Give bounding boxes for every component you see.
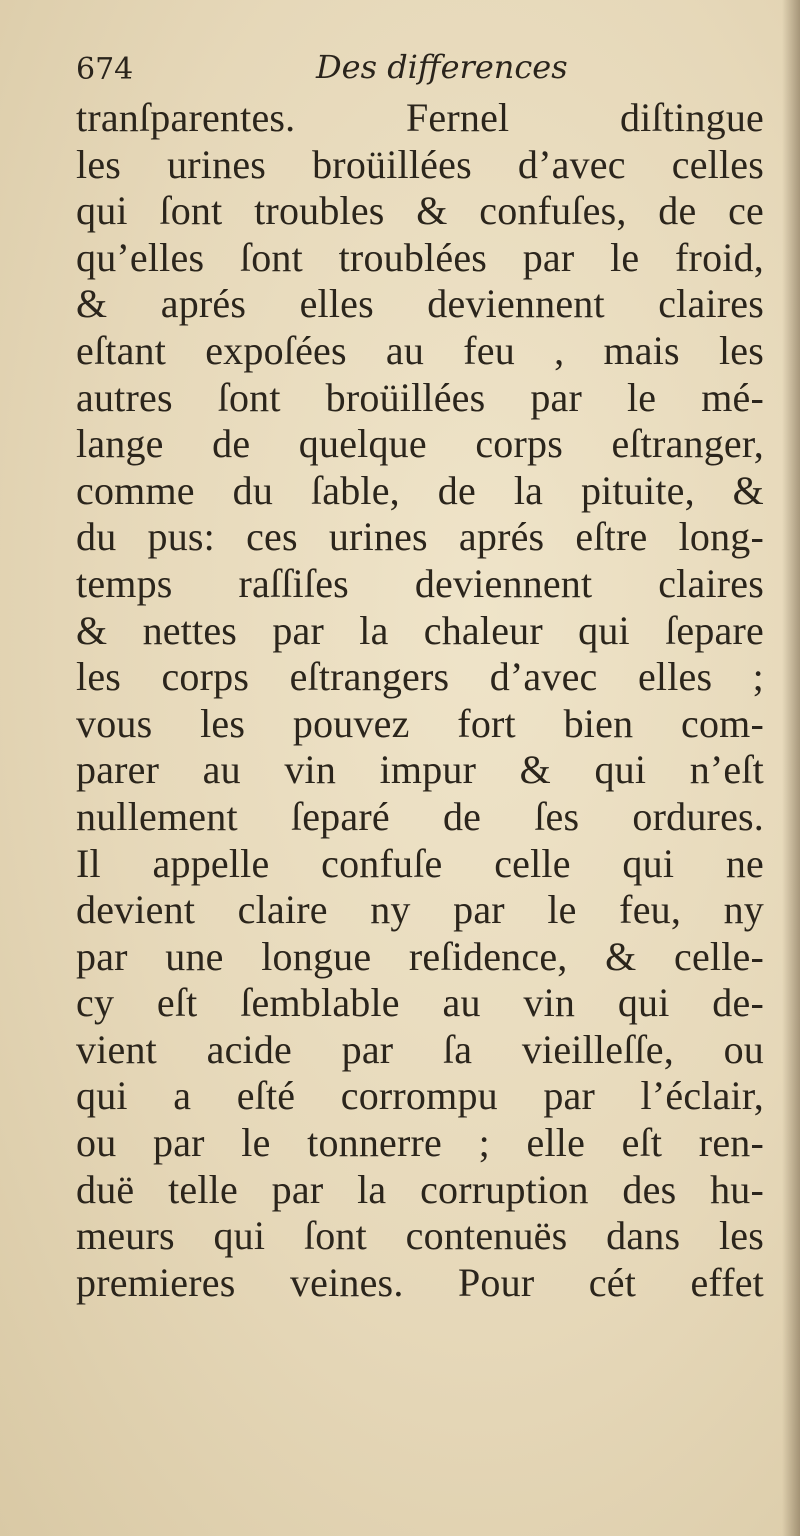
text-line: qu’elles ſont troublées par le froid, [76, 234, 764, 280]
text-line: premieres veines. Pour cét effet [76, 1259, 764, 1305]
text-line: qui a eſté corrompu par l’éclair, [76, 1073, 764, 1119]
text-line: eſtant expoſées au feu , mais les [76, 327, 764, 373]
text-line: les corps eſtrangers d’avec elles ; [76, 654, 764, 700]
text-line: qui ſont troubles & confuſes, de ce [76, 188, 764, 234]
page-header [76, 44, 736, 94]
running-title: Des differences [316, 48, 568, 86]
text-line: lange de quelque corps eſtranger, [76, 421, 764, 467]
text-line: autres ſont broüillées par le mé- [76, 374, 764, 420]
text-line: nullement ſeparé de ſes ordures. [76, 793, 764, 839]
body-text [76, 95, 764, 1306]
text-line: vient acide par ſa vieilleſſe, ou [76, 1026, 764, 1072]
text-line: vous les pouvez fort bien com- [76, 700, 764, 746]
text-line: parer au vin impur & qui n’eſt [76, 747, 764, 793]
text-line: par une longue reſidence, & celle- [76, 933, 764, 979]
text-line: & nettes par la chaleur qui ſepare [76, 607, 764, 653]
text-line: temps raſſiſes deviennent claires [76, 560, 764, 606]
text-line: devient claire ny par le feu, ny [76, 887, 764, 933]
text-line: duë telle par la corruption des hu- [76, 1166, 764, 1212]
text-line: cy eſt ſemblable au vin qui de- [76, 980, 764, 1026]
page-number: 674 [76, 52, 134, 87]
page-edge-shadow [782, 0, 800, 1536]
text-line: ou par le tonnerre ; elle eſt ren- [76, 1120, 764, 1166]
text-line: meurs qui ſont contenuës dans les [76, 1213, 764, 1259]
text-line: & aprés elles deviennent claires [76, 281, 764, 327]
text-line: tranſparentes. Fernel diſtingue [76, 95, 764, 140]
text-line: comme du ſable, de la pituite, & [76, 467, 764, 513]
text-line: du pus: ces urines aprés eſtre long- [76, 514, 764, 560]
text-line: les urines broüillées d’avec celles [76, 141, 764, 187]
text-line: Il appelle confuſe celle qui ne [76, 840, 764, 886]
